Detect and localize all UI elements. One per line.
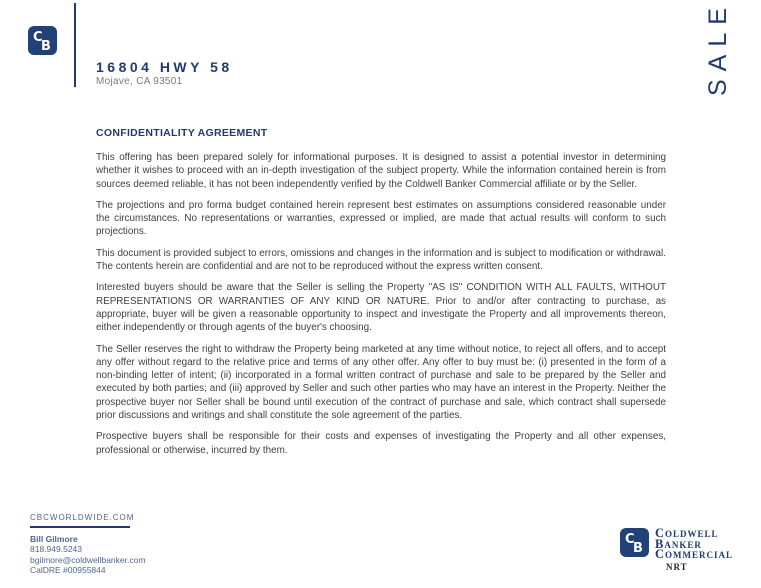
document-body <box>96 127 666 465</box>
document-heading: CONFIDENTIALITY AGREEMENT <box>96 127 268 139</box>
brand-subsidiary-nrt: NRT <box>666 561 688 572</box>
header-divider <box>74 3 76 87</box>
svg-text:B: B <box>633 541 643 556</box>
brand-lockup <box>620 528 733 572</box>
agent-email: bgilmore@coldwellbanker.com <box>30 554 146 565</box>
brand-line-commercial: Commercial <box>655 547 734 562</box>
paragraph-seller-rights: The Seller reserves the right to withdraw the Property being marketed at any time without notice, to reject all offers, and to accept any offer without regard to the relative price and terms of any other offer. Any offer to buy must be: (i) presented in the form of a non-binding letter of intent; (ii) incorporated in a formal written contract of purchase and sale to be prepared by the Seller and executed by both parties; and (iii) approved by Seller and such other parties who may have an interest in the Property. Neither the prospective buyer nor Seller shall be bound until execution of the contract of purchase and sale, which contract shall supersede prior discussions and writings and shall constitute the sole agreement of the parties. <box>96 343 666 422</box>
svg-text:B: B <box>41 39 51 54</box>
agent-contact-block <box>30 534 145 576</box>
brand-line-banker: Banker <box>655 536 702 551</box>
cb-logo-icon <box>620 528 649 557</box>
sale-banner: SALE <box>704 0 732 96</box>
footer-website: CBCWORLDWIDE.COM <box>30 513 135 522</box>
paragraph-buyer-costs: Prospective buyers shall be responsible for their costs and expenses of investigating the Property and all other expenses, professional or otherwise, incurred by them. <box>96 431 666 456</box>
paragraph-informational-purposes: This offering has been prepared solely for informational purposes. It is designed to assist a potential investor in determining whether it wishes to proceed with an in-depth investigation of the subject property. While the information contained herein is from sources deemed reliable, it has not been independently verified by the Coldwell Banker Commercial affiliate or by the Seller. <box>96 152 666 190</box>
paragraph-errors-omissions: This document is provided subject to errors, omissions and changes in the information and is subject to modification or withdrawal. The contents herein are confidential and are not to be reproduced without the express written consent. <box>96 247 666 273</box>
footer-rule <box>30 526 130 528</box>
agent-license: CalDRE #00955844 <box>30 565 106 576</box>
paragraph-as-is: Interested buyers should be aware that the Seller is selling the Property "AS IS" CONDITION WITH ALL FAULTS, WITHOUT REPRESENTATIONS OR WARRANTIES OF ANY KIND OR NATURE. Prior to and/or after contracting to purchase, as appropriate, buyer will be given a reasonable opportunity to inspect and investigate the Property and all improvements thereon, either independently or through agents of the buyer's choosing. <box>96 282 666 334</box>
svg-text:C: C <box>625 532 635 547</box>
brand-wordmark <box>655 528 733 560</box>
svg-text:C: C <box>33 30 43 45</box>
paragraph-projections: The projections and pro forma budget contained herein represent best estimates on assumptions considered reasonable under the circumstances. No representations or warranties, expressed or implied, are made that actual results will conform to such projections. <box>96 199 666 238</box>
cb-logo-icon <box>28 26 57 55</box>
agent-phone: 818.949.5243 <box>30 544 82 555</box>
brand-line-coldwell: Coldwell <box>655 526 719 540</box>
property-title: 16804 HWY 58 <box>96 59 233 75</box>
property-address: Mojave, CA 93501 <box>96 76 183 87</box>
agent-name: Bill Gilmore <box>30 534 78 544</box>
